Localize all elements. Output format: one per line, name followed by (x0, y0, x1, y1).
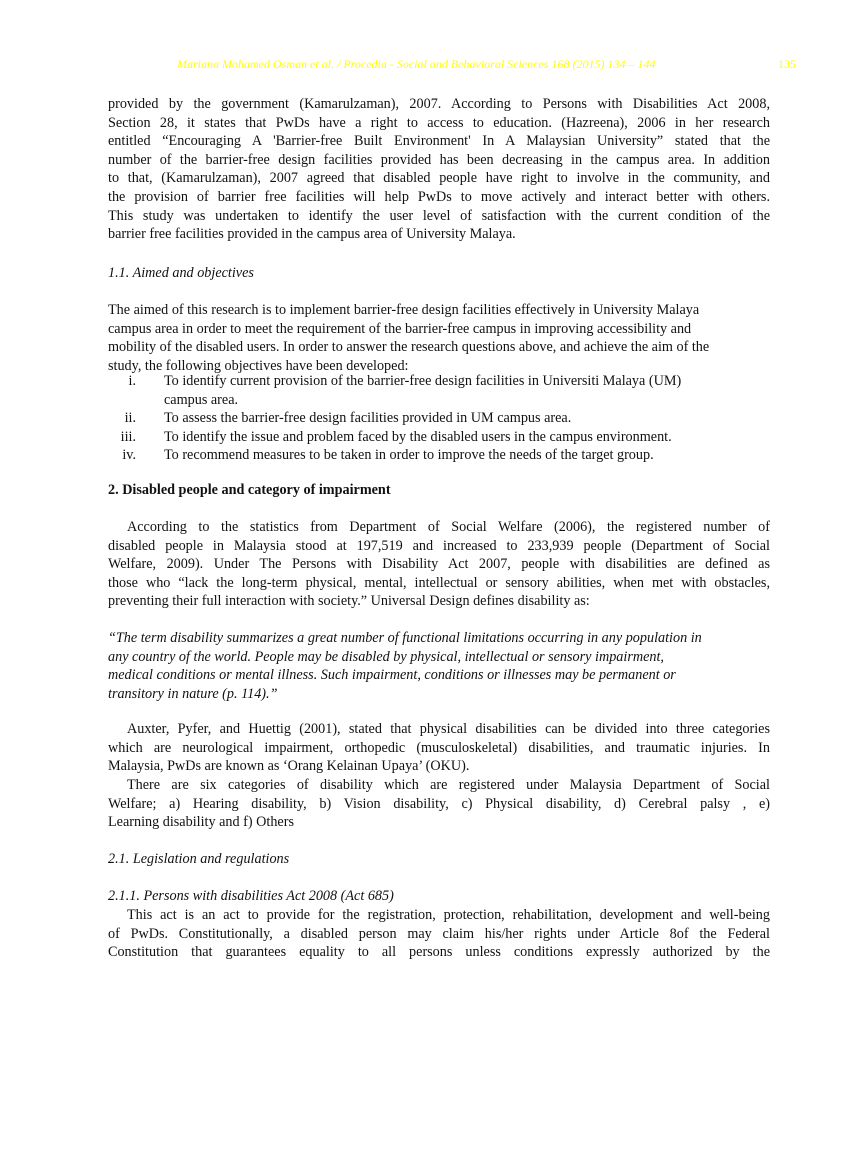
text-line: those who “lack the long-term physical, mental, intellectual or sensory abilities, when met with obstacles, (108, 574, 770, 591)
section-heading-1-1: 1.1. Aimed and objectives (108, 265, 254, 281)
section-heading-2-1-1: 2.1.1. Persons with disabilities Act 2008 (Act 685) (108, 888, 394, 904)
text-line: number of the barrier-free design facilities provided has been decreasing in the campus area. In addition (108, 151, 770, 168)
section-2-paragraph-1 (108, 518, 770, 611)
list-text: To recommend measures to be taken in order to improve the needs of the target group. (164, 447, 654, 464)
text-line: preventing their full interaction with society.” Universal Design defines disability as: (108, 593, 590, 610)
section-2-paragraph-3 (108, 776, 770, 832)
text-line: study, the following objectives have been developed: (108, 357, 409, 374)
list-item (108, 446, 770, 465)
list-number: iii. (120, 428, 136, 445)
section-heading-2: 2. Disabled people and category of impairment (108, 482, 391, 498)
section-2-1-1-paragraph (108, 906, 770, 962)
text-line: Learning disability and f) Others (108, 814, 294, 831)
text-line: There are six categories of disability which are registered under Malaysia Department of Social (127, 777, 770, 793)
text-line: This act is an act to provide for the registration, protection, rehabilitation, development and well-being (127, 907, 770, 923)
section-2-paragraph-2 (108, 720, 770, 776)
objectives-paragraph (108, 301, 770, 375)
text-line: Malaysia, PwDs are known as ‘Orang Kelainan Upaya’ (OKU). (108, 758, 470, 775)
text-line: provided by the government (Kamarulzaman), 2007. According to Persons with Disabilities Act 2008, (108, 96, 770, 112)
text-line: Welfare; a) Hearing disability, b) Vision disability, c) Physical disability, d) Cerebral palsy , e) (108, 795, 770, 812)
objectives-list (108, 372, 770, 465)
text-line: This study was undertaken to identify the user level of satisfaction with the current condition of the (108, 207, 770, 224)
quote-block (108, 629, 770, 703)
text-line: the provision of barrier free facilities will help PwDs to move actively and interact better with others. (108, 188, 770, 205)
text-line: Welfare, 2009). Under The Persons with Disability Act 2007, people with disabilities are defined as (108, 556, 770, 573)
list-text: campus area. (164, 391, 239, 408)
text-line: medical conditions or mental illness. Such impairment, conditions or illnesses may be permanent or (108, 667, 676, 684)
text-line: transitory in nature (p. 114).” (108, 685, 278, 702)
text-line: any country of the world. People may be disabled by physical, intellectual or sensory impairment, (108, 648, 664, 665)
list-item-continuation (108, 391, 770, 410)
text-line: Auxter, Pyfer, and Huettig (2001), stated that physical disabilities can be divided into three categories (127, 721, 770, 737)
text-line: entitled “Encouraging A 'Barrier-free Built Environment' In A Malaysian University” stated that the (108, 133, 770, 150)
text-line: mobility of the disabled users. In order to answer the research questions above, and achieve the aim of the (108, 339, 710, 356)
page-number: 135 (778, 57, 796, 71)
list-text: To identify the issue and problem faced by the disabled users in the campus environment. (164, 428, 672, 445)
text-line: which are neurological impairment, orthopedic (musculoskeletal) disabilities, and traumatic injuries. In (108, 739, 770, 756)
text-line: disabled people in Malaysia stood at 197,519 and increased to 233,939 people (Department of Social (108, 537, 770, 554)
section-heading-2-1: 2.1. Legislation and regulations (108, 851, 290, 867)
text-line: Section 28, it states that PwDs have a right to access to education. (Hazreena), 2006 in her research (108, 114, 770, 131)
text-line: According to the statistics from Department of Social Welfare (2006), the registered number of (127, 519, 770, 535)
list-item (108, 372, 770, 391)
text-line: of PwDs. Constitutionally, a disabled person may claim his/her rights under Article 8of the Federal (108, 925, 770, 942)
list-item (108, 428, 770, 447)
text-line: The aimed of this research is to implement barrier-free design facilities effectively in University Malaya (108, 302, 700, 318)
text-line: Constitution that guarantees equality to all persons unless conditions expressly authorized by the (108, 944, 770, 961)
list-number: iv. (122, 447, 136, 464)
text-line: barrier free facilities provided in the campus area of University Malaya. (108, 226, 516, 243)
text-line: to that, (Kamarulzaman), 2007 agreed that disabled people have right to involve in the community, and (108, 170, 770, 187)
list-text: To assess the barrier-free design facilities provided in UM campus area. (164, 410, 572, 427)
list-text: To identify current provision of the barrier-free design facilities in Universiti Malaya (UM) (164, 373, 682, 389)
list-number: ii. (124, 410, 136, 427)
text-line: campus area in order to meet the requirement of the barrier-free campus in improving accessibility and (108, 320, 692, 337)
running-header: Mariana Mohamed Osman et al. / Procedia - Social and Behavioral Sciences 168 (2015) 134 – 144 (177, 57, 656, 71)
list-item (108, 409, 770, 428)
intro-paragraph (108, 95, 770, 244)
list-number: i. (128, 373, 136, 389)
text-line: “The term disability summarizes a great number of functional limitations occurring in any population in (108, 630, 702, 646)
